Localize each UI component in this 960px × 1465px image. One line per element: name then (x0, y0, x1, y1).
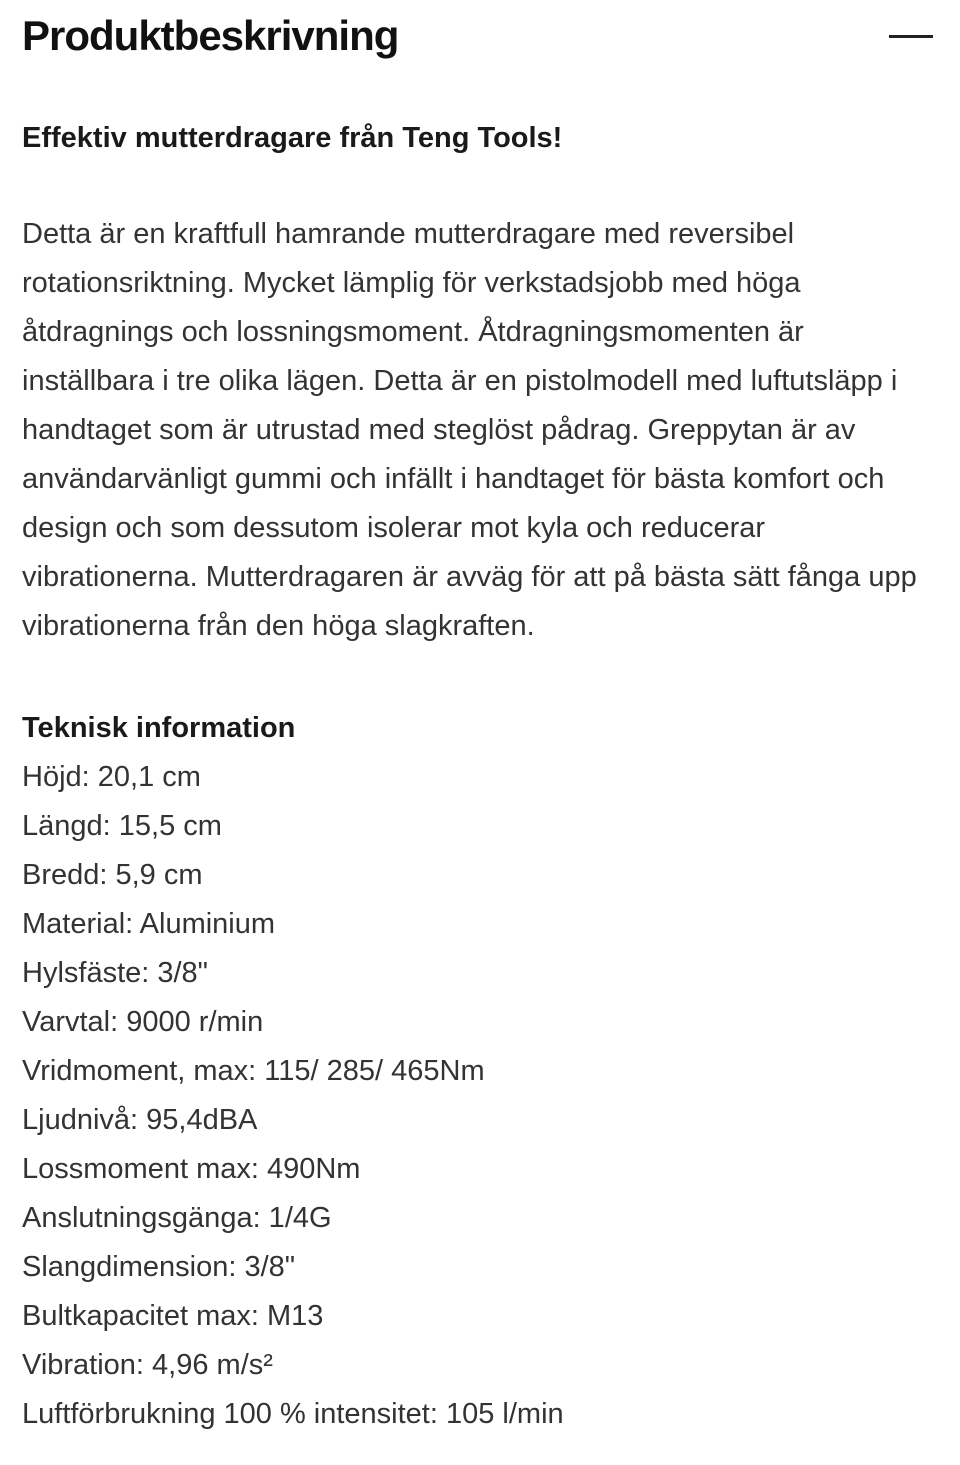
spec-line: Bultkapacitet max: M13 (22, 1300, 324, 1332)
tech-info-section (22, 704, 933, 1439)
spec-line: Bredd: 5,9 cm (22, 859, 203, 891)
spec-line: Ljudnivå: 95,4dBA (22, 1104, 258, 1136)
collapse-button[interactable] (887, 24, 933, 48)
spec-line: Höjd: 20,1 cm (22, 761, 201, 793)
spec-line: Längd: 15,5 cm (22, 810, 222, 842)
description-heading: Effektiv mutterdragare från Teng Tools! (22, 122, 563, 154)
page-title: Produktbeskrivning (22, 12, 399, 59)
description-body: Detta är en kraftfull hamrande mutterdragare med reversibel rotationsriktning. Mycket lämplig för verkstadsjobb med höga åtdragnings och lossningsmoment. Åtdragningsmomenten är inställbara i tre olika lägen. Detta är en pistolmodell med luftutsläpp i handtaget som är utrustad med steglöst pådrag. Greppytan är av användarvänligt gummi och infällt i handtaget för bästa komfort och design och som dessutom isolerar mot kyla och reducerar vibrationerna. Mutterdragaren är avväg för att på bästa sätt fånga upp vibrationerna från den höga slagkraften. (22, 218, 917, 642)
minus-icon (889, 35, 933, 38)
accordion-header[interactable] (22, 10, 933, 62)
spec-line: Material: Aluminium (22, 908, 276, 940)
spec-line: Luftförbrukning 100 % intensitet: 105 l/min (22, 1398, 564, 1430)
spec-list (22, 753, 933, 1439)
spec-line: Slangdimension: 3/8" (22, 1251, 296, 1283)
spec-line: Vridmoment, max: 115/ 285/ 465Nm (22, 1055, 485, 1087)
spec-line: Varvtal: 9000 r/min (22, 1006, 264, 1038)
spec-line: Hylsfäste: 3/8" (22, 957, 208, 989)
tech-info-heading: Teknisk information (22, 712, 296, 744)
spec-line: Anslutningsgänga: 1/4G (22, 1202, 332, 1234)
spec-line: Vibration: 4,96 m/s² (22, 1349, 273, 1381)
spec-line: Lossmoment max: 490Nm (22, 1153, 361, 1185)
